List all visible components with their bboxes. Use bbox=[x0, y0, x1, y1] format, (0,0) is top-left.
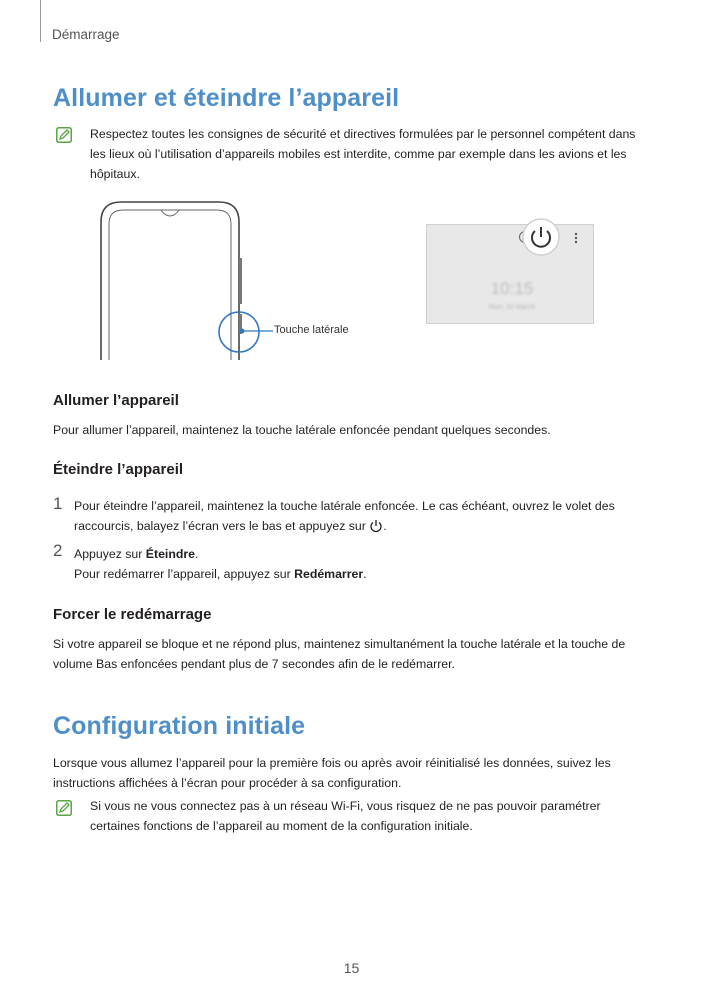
step-2-post: . bbox=[194, 547, 199, 561]
subtitle-force-restart: Forcer le redémarrage bbox=[53, 606, 212, 623]
power-icon bbox=[369, 519, 383, 539]
power-off-option: Éteindre bbox=[145, 547, 195, 561]
step-2-pre: Appuyez sur bbox=[74, 547, 146, 561]
step-1-text bbox=[74, 496, 644, 539]
power-button-icon bbox=[520, 215, 562, 262]
side-key-callout bbox=[217, 311, 277, 360]
force-restart-text: Si votre appareil se bloque et ne répond plus, maintenez simultanément la touche latérale et la touche de volume Bas enfoncées pendant plus de 7 secondes afin de le redémarrer. bbox=[53, 637, 626, 671]
header-divider bbox=[40, 0, 41, 42]
step-2-sub-post: . bbox=[363, 567, 367, 581]
note-icon bbox=[56, 127, 72, 148]
subtitle-power-on: Allumer l’appareil bbox=[53, 392, 179, 409]
wifi-note: Si vous ne vous connectez pas à un réseau Wi-Fi, vous risquez de ne pas pouvoir paramétrer certaines fonctions de l’appareil au moment de la configuration initiale. bbox=[90, 799, 601, 833]
running-header: Démarrage bbox=[52, 27, 120, 42]
subtitle-power-off: Éteindre l’appareil bbox=[53, 461, 184, 478]
lock-screen-panel bbox=[426, 224, 594, 324]
section-title-setup: Configuration initiale bbox=[53, 712, 306, 740]
safety-note: Respectez toutes les consignes de sécurité et directives formulées par le personnel compétent dans les lieux où l’utilisation d’appareils mobiles est interdite, comme par exemple dans les avions et les hôpitaux. bbox=[90, 127, 636, 181]
step-number: 1 bbox=[53, 494, 63, 513]
step-2-text bbox=[74, 544, 644, 584]
setup-text: Lorsque vous allumez l’appareil pour la première fois ou après avoir réinitialisé les données, suivez les instructions affichées à l’écran pour procéder à sa configuration. bbox=[53, 756, 611, 790]
power-on-text: Pour allumer l’appareil, maintenez la touche latérale enfoncée pendant quelques secondes. bbox=[53, 423, 551, 437]
note-icon bbox=[56, 800, 72, 821]
lock-screen-date: Mon, 20 March bbox=[488, 304, 536, 311]
page-number: 15 bbox=[343, 960, 360, 976]
more-options-icon bbox=[574, 231, 578, 243]
section-title-power: Allumer et éteindre l’appareil bbox=[53, 84, 400, 112]
step-2-sub-pre: Pour redémarrer l’appareil, appuyez sur bbox=[74, 567, 295, 581]
lock-screen-time: 10:15 bbox=[490, 279, 534, 298]
side-key-label: Touche latérale bbox=[274, 324, 349, 336]
step-1-end: . bbox=[383, 519, 387, 533]
restart-option: Redémarrer bbox=[294, 567, 364, 581]
step-1-body: Pour éteindre l’appareil, maintenez la touche latérale enfoncée. Le cas échéant, ouvrez le volet des raccourcis, balayez l’écran vers le bas et appuyez sur bbox=[74, 499, 615, 533]
step-number: 2 bbox=[53, 541, 63, 560]
